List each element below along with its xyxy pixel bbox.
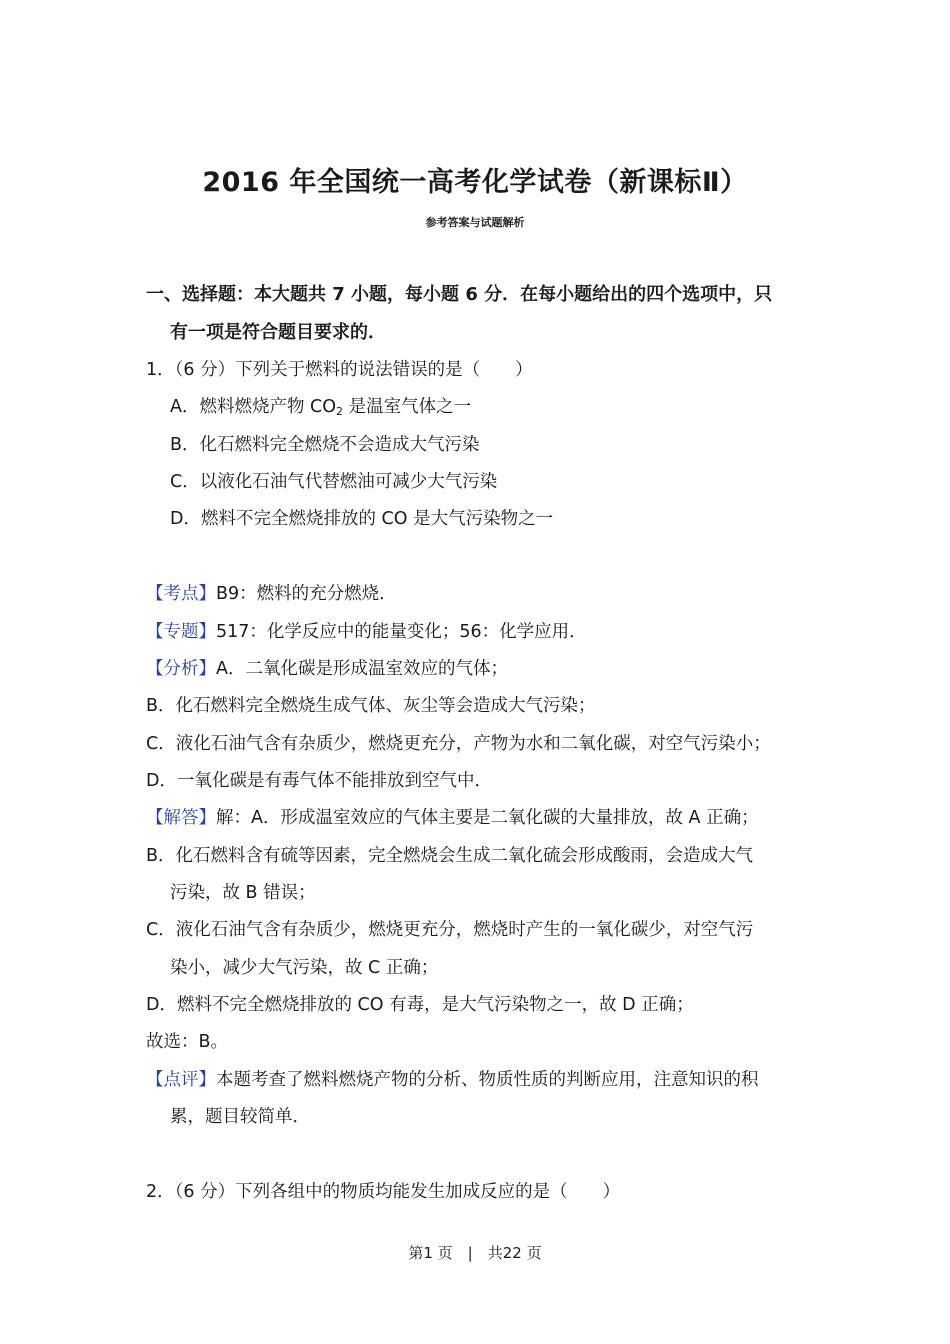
- question-1-stem: 1．（6 分）下列关于燃料的说法错误的是（ ）: [146, 360, 533, 380]
- question-1-option-b: B．化石燃料完全燃烧不会造成大气污染: [170, 435, 480, 455]
- jieda-tag: 【解答】: [146, 808, 216, 828]
- option-a-text: A．燃料燃烧产物 CO: [170, 397, 337, 417]
- zhuanti-text: 517：化学反应中的能量变化；56：化学应用．: [216, 622, 587, 642]
- dianping-line2: 累，题目较简单．: [170, 1107, 310, 1127]
- question-1-option-a: [170, 392, 471, 427]
- kaodian-tag: 【考点】: [146, 584, 216, 604]
- section-heading-line2: 有一项是符合题目要求的．: [170, 322, 386, 343]
- answer-line: 故选：B。: [146, 1032, 229, 1052]
- page-footer: 第1 页 | 共22 页: [408, 1244, 542, 1262]
- dianping-tag: 【点评】: [146, 1070, 216, 1090]
- fenxi-d: D．一氧化碳是有毒气体不能排放到空气中．: [146, 771, 492, 791]
- jieda-c-line1: C．液化石油气含有杂质少，燃烧更充分，燃烧时产生的一氧化碳少，对空气污: [146, 920, 754, 940]
- fenxi-b: B．化石燃料完全燃烧生成气体、灰尘等会造成大气污染；: [146, 696, 596, 716]
- jieda-d: D．燃料不完全燃烧排放的 CO 有毒，是大气污染物之一，故 D 正确；: [146, 995, 694, 1015]
- jieda-b-line2: 污染，故 B 错误；: [170, 883, 316, 903]
- dianping-text: 本题考查了燃料燃烧产物的分析、物质性质的判断应用，注意知识的积: [216, 1070, 759, 1090]
- question-1-option-c: C．以液化石油气代替燃油可减少大气污染: [170, 472, 498, 492]
- option-a-subscript: 2: [336, 405, 344, 418]
- jieda-c-line2: 染小，减少大气污染，故 C 正确；: [170, 958, 439, 978]
- question-2-stem: 2．（6 分）下列各组中的物质均能发生加成反应的是（ ）: [146, 1182, 621, 1202]
- question-1-option-d: D．燃料不完全燃烧排放的 CO 是大气污染物之一: [170, 509, 554, 529]
- kaodian-line: [146, 579, 397, 609]
- fenxi-line: [146, 654, 508, 684]
- zhuanti-line: [146, 617, 587, 647]
- fenxi-c: C．液化石油气含有杂质少，燃烧更充分，产物为水和二氧化碳，对空气污染小；: [146, 734, 771, 754]
- jieda-a: 解：A．形成温室效应的气体主要是二氧化碳的大量排放，故 A 正确；: [216, 808, 759, 828]
- kaodian-text: B9：燃料的充分燃烧．: [216, 584, 397, 604]
- section-heading-line1: 一、选择题：本大题共 7 小题，每小题 6 分．在每小题给出的四个选项中，只: [146, 284, 773, 305]
- dianping-line: [146, 1065, 759, 1095]
- jieda-line: [146, 803, 759, 833]
- zhuanti-tag: 【专题】: [146, 622, 216, 642]
- option-a-text-end: 是温室气体之一: [343, 397, 472, 417]
- fenxi-tag: 【分析】: [146, 659, 216, 679]
- jieda-b-line1: B．化石燃料含有硫等因素，完全燃烧会生成二氧化硫会形成酸雨，会造成大气: [146, 846, 754, 866]
- document-subtitle: 参考答案与试题解析: [425, 216, 525, 229]
- fenxi-a: A．二氧化碳是形成温室效应的气体；: [216, 659, 508, 679]
- document-title: 2016 年全国统一高考化学试卷（新课标Ⅱ）: [202, 167, 748, 198]
